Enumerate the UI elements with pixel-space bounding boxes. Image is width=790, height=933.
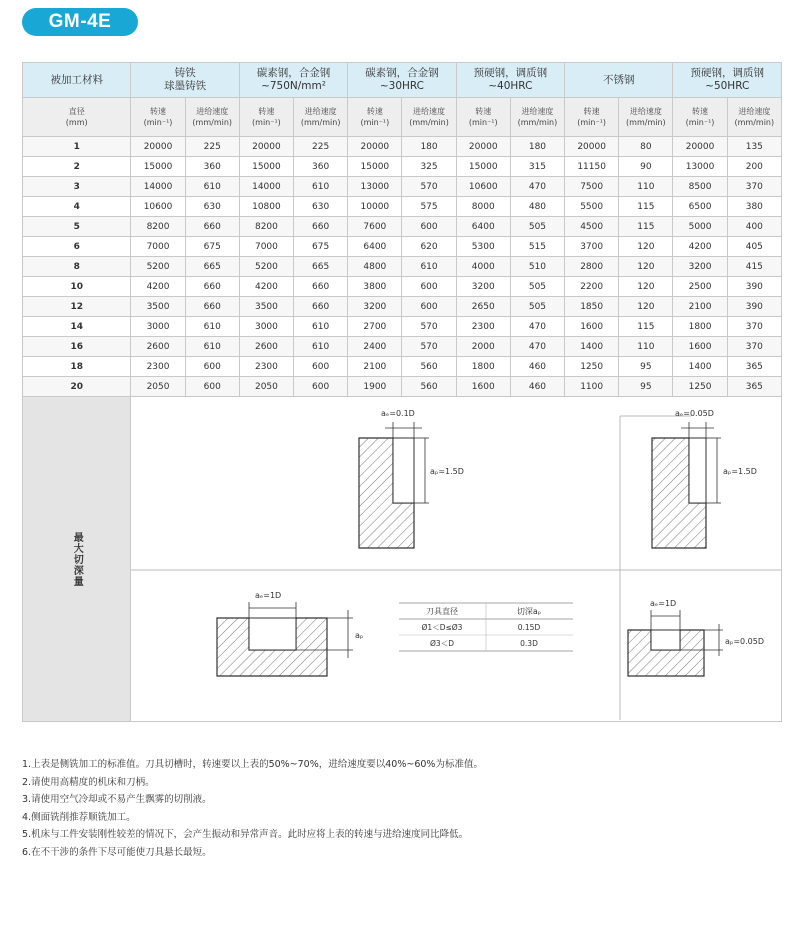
speed-cell: 10600 bbox=[131, 197, 185, 217]
speed-header-label: 转速 bbox=[150, 107, 167, 116]
feed-header-label: 进给速度 bbox=[304, 107, 337, 116]
speed-cell: 7500 bbox=[565, 177, 619, 197]
material-header bbox=[348, 63, 456, 98]
side-left-ap-label: aₚ=1.5D bbox=[430, 467, 465, 476]
feed-cell: 575 bbox=[402, 197, 456, 217]
speed-cell: 3000 bbox=[239, 317, 293, 337]
speed-header-label: 转速 bbox=[692, 107, 709, 116]
feed-cell: 660 bbox=[294, 297, 348, 317]
speed-cell: 4800 bbox=[348, 257, 402, 277]
table-row bbox=[23, 137, 782, 157]
speed-header bbox=[565, 98, 619, 137]
feed-cell: 675 bbox=[185, 237, 239, 257]
feed-cell: 470 bbox=[510, 317, 564, 337]
speed-cell: 20000 bbox=[456, 137, 510, 157]
speed-cell: 1850 bbox=[565, 297, 619, 317]
speed-cell: 2400 bbox=[348, 337, 402, 357]
speed-cell: 7000 bbox=[239, 237, 293, 257]
parameter-header-row bbox=[23, 98, 782, 137]
material-line1: 铸铁 bbox=[174, 67, 196, 79]
speed-cell: 7000 bbox=[131, 237, 185, 257]
speed-header-label: 转速 bbox=[475, 107, 492, 116]
table-row bbox=[23, 377, 782, 397]
feed-cell: 180 bbox=[402, 137, 456, 157]
max-depth-label: 最大切深量 bbox=[71, 531, 83, 587]
feed-cell: 325 bbox=[402, 157, 456, 177]
speed-header bbox=[131, 98, 185, 137]
speed-cell: 2300 bbox=[239, 357, 293, 377]
speed-cell: 6400 bbox=[348, 237, 402, 257]
feed-cell: 610 bbox=[185, 317, 239, 337]
feed-header-label: 进给速度 bbox=[413, 107, 446, 116]
speed-header-unit: (min⁻¹) bbox=[143, 118, 173, 127]
mini-table-header: 刀具直径 bbox=[426, 607, 459, 616]
diameter-cell: 18 bbox=[23, 357, 131, 377]
speed-header-unit: (min⁻¹) bbox=[685, 118, 715, 127]
speed-cell: 7600 bbox=[348, 217, 402, 237]
speed-cell: 1400 bbox=[673, 357, 727, 377]
feed-cell: 390 bbox=[727, 277, 781, 297]
speed-cell: 8200 bbox=[131, 217, 185, 237]
feed-cell: 630 bbox=[294, 197, 348, 217]
material-line1: 碳素钢，合金钢 bbox=[256, 67, 331, 79]
note-item: 1.上表是侧铣加工的标准值。刀具切槽时，转速要以上表的50%~70%，进给速度要以40%~60%为标准值。 bbox=[22, 759, 483, 770]
material-corner-header: 被加工材料 bbox=[23, 63, 131, 98]
feed-cell: 400 bbox=[727, 217, 781, 237]
speed-cell: 20000 bbox=[348, 137, 402, 157]
feed-cell: 110 bbox=[619, 337, 673, 357]
speed-cell: 3200 bbox=[673, 257, 727, 277]
speed-cell: 20000 bbox=[239, 137, 293, 157]
slot-right-ap-label: aₚ=0.05D bbox=[725, 637, 765, 646]
feed-cell: 600 bbox=[402, 297, 456, 317]
mini-table-header: 切深aₚ bbox=[517, 607, 542, 616]
feed-cell: 610 bbox=[185, 337, 239, 357]
side-left-ae-label: aₑ=0.1D bbox=[381, 409, 416, 418]
feed-cell: 660 bbox=[185, 277, 239, 297]
feed-cell: 560 bbox=[402, 357, 456, 377]
feed-cell: 115 bbox=[619, 197, 673, 217]
feed-cell: 515 bbox=[510, 237, 564, 257]
feed-header-label: 进给速度 bbox=[738, 107, 771, 116]
diameter-cell: 4 bbox=[23, 197, 131, 217]
material-header bbox=[565, 63, 673, 98]
feed-header bbox=[185, 98, 239, 137]
speed-cell: 2300 bbox=[131, 357, 185, 377]
speed-cell: 6400 bbox=[456, 217, 510, 237]
slot-left-ae-label: aₑ=1D bbox=[255, 591, 282, 600]
depth-mini-table bbox=[399, 603, 573, 651]
speed-cell: 3500 bbox=[239, 297, 293, 317]
cutting-conditions-table bbox=[22, 62, 782, 722]
feed-cell: 460 bbox=[510, 357, 564, 377]
feed-cell: 600 bbox=[402, 217, 456, 237]
speed-header-label: 转速 bbox=[583, 107, 600, 116]
feed-header-label: 进给速度 bbox=[629, 107, 662, 116]
speed-cell: 4000 bbox=[456, 257, 510, 277]
slotting-diagram-right bbox=[628, 599, 764, 676]
speed-cell: 1250 bbox=[673, 377, 727, 397]
speed-cell: 10800 bbox=[239, 197, 293, 217]
mini-table-cell: Ø3＜D bbox=[430, 639, 455, 648]
feed-cell: 360 bbox=[294, 157, 348, 177]
feed-cell: 110 bbox=[619, 177, 673, 197]
diameter-unit: (mm) bbox=[65, 118, 88, 127]
material-line1: 预硬钢，调质钢 bbox=[690, 67, 764, 79]
speed-cell: 1100 bbox=[565, 377, 619, 397]
feed-cell: 370 bbox=[727, 177, 781, 197]
diameter-cell: 8 bbox=[23, 257, 131, 277]
speed-cell: 1900 bbox=[348, 377, 402, 397]
speed-cell: 4200 bbox=[239, 277, 293, 297]
feed-cell: 610 bbox=[185, 177, 239, 197]
feed-header bbox=[402, 98, 456, 137]
speed-cell: 4200 bbox=[673, 237, 727, 257]
material-line1: 碳素钢，合金钢 bbox=[365, 67, 439, 79]
diameter-cell: 6 bbox=[23, 237, 131, 257]
table-row bbox=[23, 177, 782, 197]
feed-cell: 600 bbox=[402, 277, 456, 297]
diameter-cell: 1 bbox=[23, 137, 131, 157]
mini-table-cell: 0.3D bbox=[520, 639, 539, 648]
speed-cell: 20000 bbox=[565, 137, 619, 157]
speed-cell: 2650 bbox=[456, 297, 510, 317]
feed-cell: 460 bbox=[510, 377, 564, 397]
depth-diagrams bbox=[131, 398, 781, 720]
feed-header-unit: (mm/min) bbox=[517, 118, 558, 127]
feed-cell: 135 bbox=[727, 137, 781, 157]
note-item: 5.机床与工件安装刚性较差的情况下，会产生振动和异常声音。此时应将上表的转速与进给速度同比降低。 bbox=[22, 829, 469, 841]
feed-cell: 120 bbox=[619, 277, 673, 297]
feed-cell: 315 bbox=[510, 157, 564, 177]
max-depth-label-cell bbox=[23, 397, 131, 722]
speed-cell: 2100 bbox=[673, 297, 727, 317]
speed-header bbox=[673, 98, 727, 137]
note-item: 3.请使用空气冷却或不易产生飘雾的切削液。 bbox=[22, 794, 212, 806]
material-line1: 不锈钢 bbox=[603, 73, 635, 86]
feed-cell: 660 bbox=[185, 217, 239, 237]
feed-cell: 470 bbox=[510, 177, 564, 197]
table-row bbox=[23, 337, 782, 357]
feed-cell: 95 bbox=[619, 377, 673, 397]
feed-cell: 200 bbox=[727, 157, 781, 177]
speed-cell: 1800 bbox=[456, 357, 510, 377]
feed-cell: 505 bbox=[510, 297, 564, 317]
speed-cell: 13000 bbox=[673, 157, 727, 177]
speed-cell: 8000 bbox=[456, 197, 510, 217]
note-item: 4.侧面铣削推荐顺铣加工。 bbox=[22, 811, 136, 823]
speed-cell: 3700 bbox=[565, 237, 619, 257]
diameter-cell: 3 bbox=[23, 177, 131, 197]
note-item: 6.在不干涉的条件下尽可能使刀具悬长最短。 bbox=[22, 846, 212, 858]
material-header bbox=[131, 63, 239, 98]
feed-header-unit: (mm/min) bbox=[626, 118, 666, 127]
speed-cell: 20000 bbox=[131, 137, 185, 157]
feed-cell: 570 bbox=[402, 337, 456, 357]
feed-cell: 660 bbox=[294, 277, 348, 297]
material-header-row bbox=[23, 63, 782, 98]
speed-cell: 2100 bbox=[348, 357, 402, 377]
feed-header-unit: (mm/min) bbox=[409, 118, 449, 127]
speed-cell: 3000 bbox=[131, 317, 185, 337]
speed-cell: 1250 bbox=[565, 357, 619, 377]
feed-cell: 90 bbox=[619, 157, 673, 177]
speed-cell: 13000 bbox=[348, 177, 402, 197]
feed-header bbox=[294, 98, 348, 137]
speed-cell: 15000 bbox=[239, 157, 293, 177]
material-line2: ~750N/mm² bbox=[261, 80, 326, 92]
speed-cell: 2050 bbox=[131, 377, 185, 397]
speed-cell: 2500 bbox=[673, 277, 727, 297]
table-row bbox=[23, 217, 782, 237]
feed-cell: 115 bbox=[619, 217, 673, 237]
speed-cell: 3500 bbox=[131, 297, 185, 317]
speed-cell: 1600 bbox=[565, 317, 619, 337]
feed-cell: 380 bbox=[727, 197, 781, 217]
speed-cell: 2000 bbox=[456, 337, 510, 357]
diameter-label: 直径 bbox=[68, 107, 85, 116]
feed-header bbox=[510, 98, 564, 137]
speed-cell: 2800 bbox=[565, 257, 619, 277]
speed-header bbox=[456, 98, 510, 137]
table-row bbox=[23, 257, 782, 277]
feed-header-unit: (mm/min) bbox=[734, 118, 775, 127]
speed-cell: 3800 bbox=[348, 277, 402, 297]
diameter-header bbox=[23, 98, 131, 137]
feed-cell: 115 bbox=[619, 317, 673, 337]
diameter-cell: 14 bbox=[23, 317, 131, 337]
feed-cell: 510 bbox=[510, 257, 564, 277]
feed-cell: 225 bbox=[185, 137, 239, 157]
feed-cell: 620 bbox=[402, 237, 456, 257]
speed-cell: 2300 bbox=[456, 317, 510, 337]
speed-cell: 6500 bbox=[673, 197, 727, 217]
material-line2: 球墨铸铁 bbox=[164, 80, 207, 92]
table-row bbox=[23, 197, 782, 217]
speed-cell: 1600 bbox=[673, 337, 727, 357]
slot-left-ap-label: aₚ bbox=[355, 631, 364, 640]
feed-cell: 660 bbox=[185, 297, 239, 317]
feed-cell: 95 bbox=[619, 357, 673, 377]
product-code-badge: GM-4E bbox=[22, 8, 138, 36]
table-row bbox=[23, 237, 782, 257]
feed-cell: 570 bbox=[402, 177, 456, 197]
feed-cell: 365 bbox=[727, 377, 781, 397]
table-row bbox=[23, 297, 782, 317]
feed-cell: 415 bbox=[727, 257, 781, 277]
table-row bbox=[23, 357, 782, 377]
speed-cell: 10600 bbox=[456, 177, 510, 197]
feed-cell: 665 bbox=[185, 257, 239, 277]
speed-header-unit: (min⁻¹) bbox=[252, 118, 281, 127]
speed-cell: 4200 bbox=[131, 277, 185, 297]
side-milling-diagram-left bbox=[359, 409, 464, 548]
speed-cell: 11150 bbox=[565, 157, 619, 177]
speed-cell: 5200 bbox=[131, 257, 185, 277]
speed-cell: 4500 bbox=[565, 217, 619, 237]
feed-cell: 470 bbox=[510, 337, 564, 357]
feed-header bbox=[727, 98, 781, 137]
speed-cell: 5500 bbox=[565, 197, 619, 217]
material-header bbox=[456, 63, 564, 98]
speed-cell: 5000 bbox=[673, 217, 727, 237]
feed-cell: 225 bbox=[294, 137, 348, 157]
material-header bbox=[239, 63, 347, 98]
material-line2: ~50HRC bbox=[705, 80, 750, 92]
feed-cell: 610 bbox=[294, 337, 348, 357]
speed-cell: 14000 bbox=[239, 177, 293, 197]
feed-cell: 120 bbox=[619, 237, 673, 257]
material-header bbox=[673, 63, 782, 98]
speed-cell: 15000 bbox=[348, 157, 402, 177]
speed-cell: 15000 bbox=[131, 157, 185, 177]
feed-cell: 120 bbox=[619, 297, 673, 317]
feed-cell: 610 bbox=[294, 317, 348, 337]
feed-cell: 505 bbox=[510, 217, 564, 237]
table-row bbox=[23, 317, 782, 337]
speed-cell: 1800 bbox=[673, 317, 727, 337]
speed-cell: 8200 bbox=[239, 217, 293, 237]
speed-header bbox=[348, 98, 402, 137]
speed-cell: 14000 bbox=[131, 177, 185, 197]
feed-cell: 630 bbox=[185, 197, 239, 217]
speed-cell: 5200 bbox=[239, 257, 293, 277]
usage-notes bbox=[22, 756, 483, 862]
speed-cell: 20000 bbox=[673, 137, 727, 157]
feed-cell: 675 bbox=[294, 237, 348, 257]
feed-cell: 600 bbox=[185, 357, 239, 377]
slotting-diagram-left bbox=[217, 591, 363, 676]
feed-cell: 360 bbox=[185, 157, 239, 177]
mini-table-cell: Ø1＜D≤Ø3 bbox=[421, 623, 463, 632]
feed-cell: 665 bbox=[294, 257, 348, 277]
speed-header-unit: (min⁻¹) bbox=[468, 118, 498, 127]
speed-cell: 10000 bbox=[348, 197, 402, 217]
side-right-ap-label: aₚ=1.5D bbox=[723, 467, 758, 476]
speed-cell: 3200 bbox=[348, 297, 402, 317]
feed-header-unit: (mm/min) bbox=[300, 118, 341, 127]
speed-cell: 15000 bbox=[456, 157, 510, 177]
feed-cell: 370 bbox=[727, 317, 781, 337]
speed-cell: 2600 bbox=[131, 337, 185, 357]
speed-header bbox=[239, 98, 293, 137]
speed-cell: 8500 bbox=[673, 177, 727, 197]
mini-table-cell: 0.15D bbox=[518, 623, 541, 632]
diameter-cell: 20 bbox=[23, 377, 131, 397]
diameter-cell: 10 bbox=[23, 277, 131, 297]
speed-cell: 2600 bbox=[239, 337, 293, 357]
material-line2: ~40HRC bbox=[488, 80, 533, 92]
feed-cell: 370 bbox=[727, 337, 781, 357]
diameter-cell: 2 bbox=[23, 157, 131, 177]
feed-cell: 660 bbox=[294, 217, 348, 237]
feed-cell: 600 bbox=[294, 377, 348, 397]
speed-cell: 2050 bbox=[239, 377, 293, 397]
diameter-cell: 5 bbox=[23, 217, 131, 237]
feed-cell: 600 bbox=[294, 357, 348, 377]
feed-cell: 80 bbox=[619, 137, 673, 157]
feed-cell: 610 bbox=[402, 257, 456, 277]
speed-cell: 2700 bbox=[348, 317, 402, 337]
feed-cell: 390 bbox=[727, 297, 781, 317]
diameter-cell: 16 bbox=[23, 337, 131, 357]
side-right-ae-label: aₑ=0.05D bbox=[675, 409, 715, 418]
speed-header-unit: (min⁻¹) bbox=[577, 118, 607, 127]
feed-header bbox=[619, 98, 673, 137]
speed-cell: 1400 bbox=[565, 337, 619, 357]
side-milling-diagram-right bbox=[652, 409, 757, 548]
feed-cell: 480 bbox=[510, 197, 564, 217]
speed-cell: 5300 bbox=[456, 237, 510, 257]
speed-cell: 3200 bbox=[456, 277, 510, 297]
feed-header-unit: (mm/min) bbox=[192, 118, 233, 127]
slot-right-ae-label: aₑ=1D bbox=[650, 599, 677, 608]
feed-header-label: 进给速度 bbox=[196, 107, 229, 116]
diameter-cell: 12 bbox=[23, 297, 131, 317]
speed-header-label: 转速 bbox=[258, 107, 275, 116]
material-line1: 预硬钢，调质钢 bbox=[473, 67, 548, 79]
feed-cell: 505 bbox=[510, 277, 564, 297]
feed-header-label: 进给速度 bbox=[521, 107, 554, 116]
speed-header-label: 转速 bbox=[366, 107, 383, 116]
table-row bbox=[23, 277, 782, 297]
speed-header-unit: (min⁻¹) bbox=[360, 118, 390, 127]
feed-cell: 405 bbox=[727, 237, 781, 257]
feed-cell: 600 bbox=[185, 377, 239, 397]
feed-cell: 180 bbox=[510, 137, 564, 157]
speed-cell: 1600 bbox=[456, 377, 510, 397]
feed-cell: 365 bbox=[727, 357, 781, 377]
feed-cell: 610 bbox=[294, 177, 348, 197]
depth-diagram-cell bbox=[131, 397, 782, 722]
speed-cell: 2200 bbox=[565, 277, 619, 297]
note-item: 2.请使用高精度的机床和刀柄。 bbox=[22, 776, 155, 788]
table-row bbox=[23, 157, 782, 177]
feed-cell: 570 bbox=[402, 317, 456, 337]
material-line2: ~30HRC bbox=[379, 80, 425, 92]
feed-cell: 560 bbox=[402, 377, 456, 397]
feed-cell: 120 bbox=[619, 257, 673, 277]
